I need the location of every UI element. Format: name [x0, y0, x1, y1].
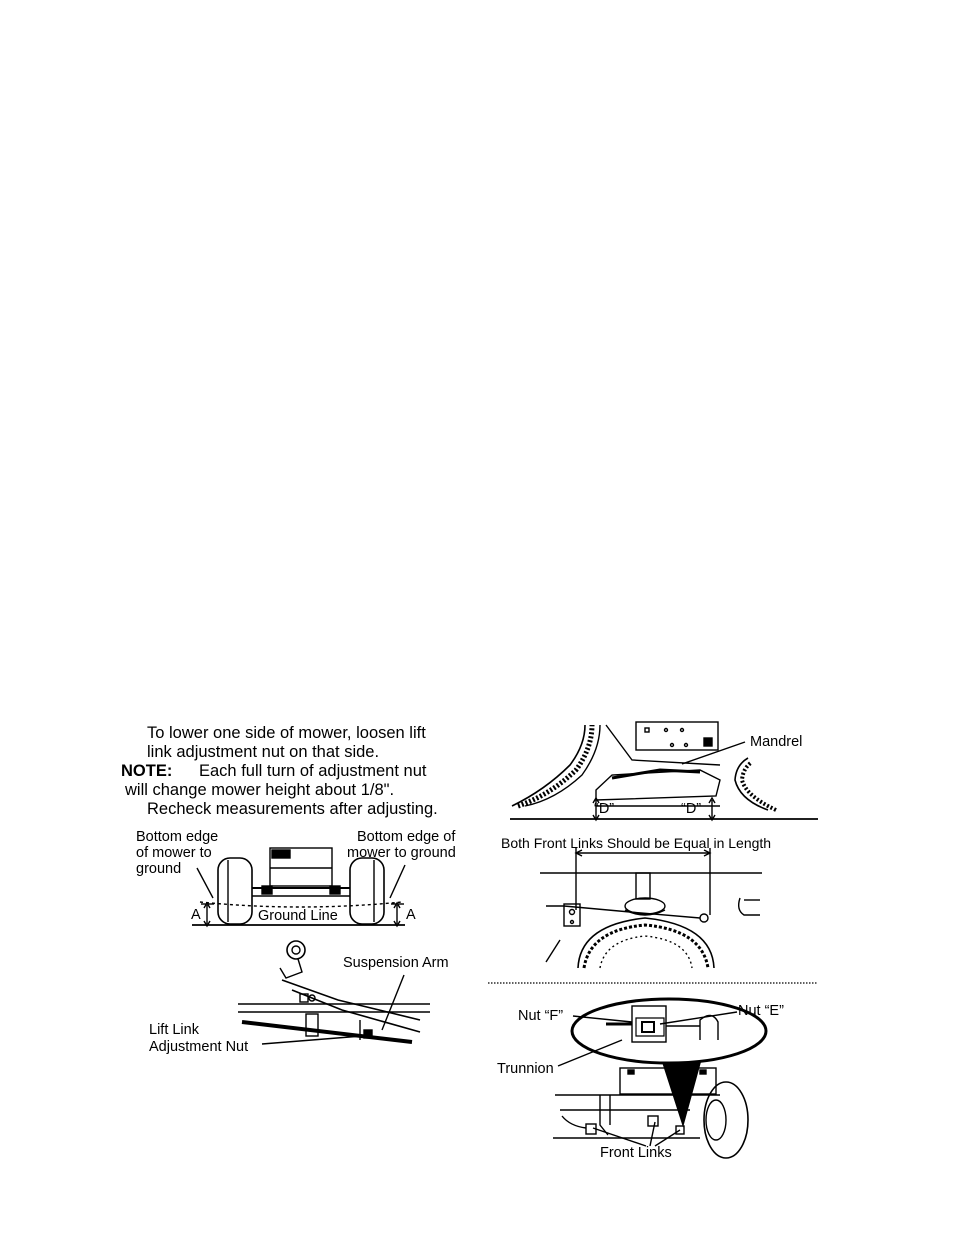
lift-link-label-2: Adjustment Nut: [149, 1039, 249, 1055]
bottom-edge-right-label-2: mower to ground: [347, 845, 456, 861]
dimension-a-left: A: [191, 907, 201, 923]
instruction-line-2: link adjustment nut on that side.: [147, 743, 380, 761]
ground-line-label: Ground Line: [258, 908, 338, 924]
bottom-edge-left-label-3: ground: [136, 861, 182, 877]
trunnion-detail-drawing: [553, 999, 766, 1158]
bottom-edge-left-label-1: Bottom edge: [136, 829, 219, 845]
instruction-line-1: To lower one side of mower, loosen lift: [147, 724, 426, 742]
front-links-top-view-drawing: [540, 848, 762, 968]
instruction-line-5: Recheck measurements after adjusting.: [147, 800, 438, 818]
lift-link-label-1: Lift Link: [149, 1022, 199, 1038]
front-links-equal-label: Both Front Links Should be Equal in Length: [501, 835, 772, 851]
dimension-d-left: “D”: [594, 801, 615, 817]
nut-f-label: Nut “F”: [518, 1008, 564, 1024]
nut-e-label: Nut “E”: [738, 1003, 784, 1019]
dimension-d-right: “D”: [681, 801, 702, 817]
note-clip: [121, 760, 475, 820]
note-text: Each full turn of adjustment nut: [199, 762, 427, 780]
front-links-label: Front Links: [600, 1145, 672, 1161]
bottom-edge-left-label-2: of mower to: [136, 845, 212, 861]
mandrel-label: Mandrel: [750, 734, 803, 750]
instruction-line-4: will change mower height about 1/8".: [125, 781, 395, 799]
trunnion-label: Trunnion: [497, 1061, 554, 1077]
note-label: NOTE:: [121, 762, 173, 780]
suspension-arm-label: Suspension Arm: [343, 955, 449, 971]
bottom-edge-right-label-1: Bottom edge of: [357, 829, 456, 845]
dimension-a-right: A: [406, 907, 416, 923]
